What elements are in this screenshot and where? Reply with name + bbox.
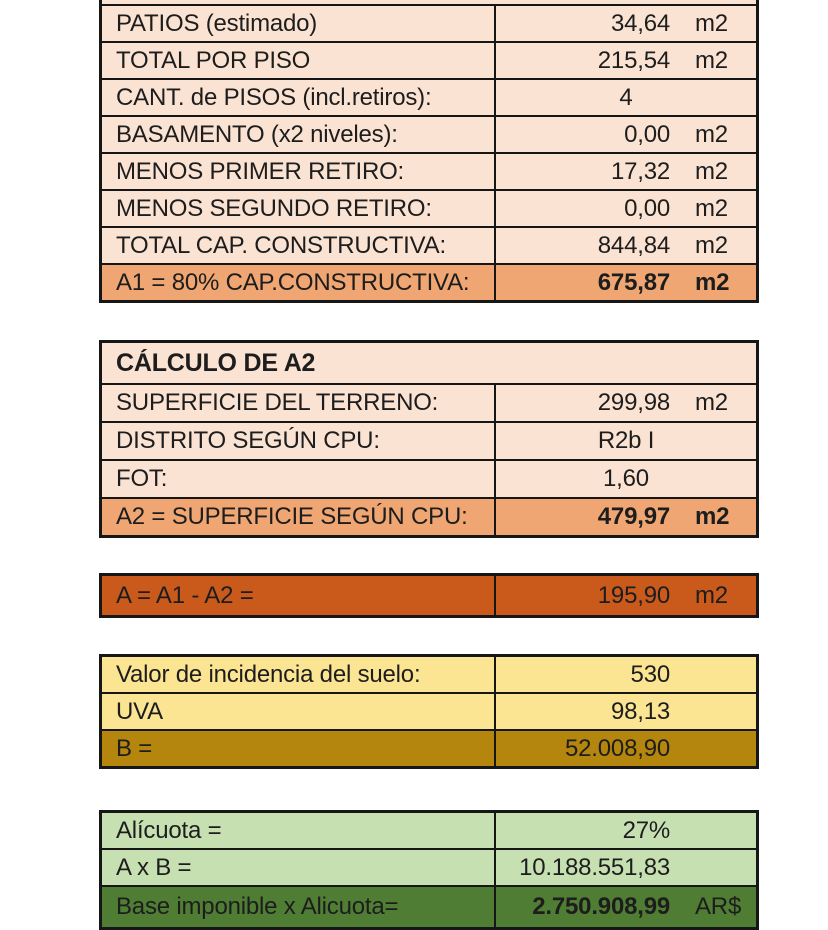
table-row [102, 78, 756, 115]
row-value: 0,00 [624, 194, 670, 222]
row-label: MENOS PRIMER RETIRO: [116, 157, 405, 185]
table-row [102, 115, 756, 152]
row-value-cell [494, 499, 756, 535]
row-value: 27% [622, 816, 670, 844]
row-value-cell [494, 850, 756, 885]
row-value: 844,84 [597, 231, 670, 259]
row-label: UVA [116, 697, 163, 725]
table-row [102, 383, 756, 421]
row-label: BASAMENTO (x2 niveles): [116, 120, 398, 148]
table-row [102, 459, 756, 497]
row-label: A2 = SUPERFICIE SEGÚN CPU: [116, 503, 468, 530]
table-row [102, 226, 756, 263]
row-value: 1,60 [603, 465, 649, 492]
row-value-cell [494, 423, 756, 459]
row-unit: m2 [695, 581, 728, 609]
row-label: FOT: [116, 465, 168, 492]
row-value-cell [494, 813, 756, 848]
calculo-a2-table [99, 340, 759, 538]
section-title: CÁLCULO DE A2 [116, 348, 316, 377]
row-value-cell [494, 6, 756, 41]
row-value: 479,97 [597, 503, 670, 530]
row-value-cell [494, 117, 756, 152]
row-unit: m2 [695, 389, 728, 416]
resultado-a-table [99, 573, 759, 618]
table-row [102, 263, 756, 300]
row-value: 299,98 [597, 389, 670, 416]
row-value-cell [494, 657, 756, 692]
row-value: 34,64 [610, 9, 670, 37]
base-imponible-table [99, 810, 759, 930]
row-label: A = A1 - A2 = [116, 581, 254, 609]
table-row [102, 813, 756, 848]
row-unit: m2 [695, 268, 730, 296]
row-value: 530 [630, 660, 670, 688]
table-row [102, 497, 756, 535]
row-value-cell [494, 43, 756, 78]
table-row [102, 41, 756, 78]
row-unit: AR$ [695, 893, 742, 920]
row-value-cell [494, 228, 756, 263]
row-label: Alícuota = [116, 816, 222, 844]
row-value-cell [494, 191, 756, 226]
table-row [102, 885, 756, 927]
row-value: 675,87 [597, 268, 670, 296]
capacidad-constructiva-table [99, 0, 759, 303]
row-label: DISTRITO SEGÚN CPU: [116, 427, 380, 454]
row-value: 17,32 [610, 157, 670, 185]
row-value: 195,90 [597, 581, 670, 609]
row-unit: m2 [695, 194, 728, 222]
row-label: B = [116, 734, 153, 762]
row-unit: m2 [695, 46, 728, 74]
row-label: PATIOS (estimado) [116, 9, 318, 37]
table-row [102, 421, 756, 459]
row-label: TOTAL CAP. CONSTRUCTIVA: [116, 231, 446, 259]
row-label: Base imponible x Alicuota= [116, 893, 399, 920]
table-row [102, 576, 756, 615]
section-header-row [102, 343, 756, 383]
table-row [102, 657, 756, 692]
table-row [102, 729, 756, 766]
row-value-cell [494, 731, 756, 766]
row-value-cell [494, 461, 756, 497]
table-row [102, 4, 756, 41]
row-unit: m2 [695, 231, 728, 259]
table-row [102, 848, 756, 885]
row-label: TOTAL POR PISO [116, 46, 311, 74]
row-value-cell [494, 385, 756, 421]
row-value: 2.750.908,99 [532, 893, 670, 920]
table-row [102, 692, 756, 729]
row-label: SUPERFICIE DEL TERRENO: [116, 389, 439, 416]
row-label: A1 = 80% CAP.CONSTRUCTIVA: [116, 268, 470, 296]
table-row [102, 152, 756, 189]
row-value: 215,54 [597, 46, 670, 74]
row-unit: m2 [695, 120, 728, 148]
row-unit: m2 [695, 503, 730, 530]
row-value-cell [494, 694, 756, 729]
row-label: CANT. de PISOS (incl.retiros): [116, 83, 432, 111]
row-value: 10.188.551,83 [519, 853, 670, 881]
table-row [102, 189, 756, 226]
row-label: Valor de incidencia del suelo: [116, 660, 421, 688]
row-value: R2b I [597, 427, 655, 454]
valor-b-table [99, 654, 759, 769]
row-value-cell [494, 887, 756, 927]
row-value: 98,13 [610, 697, 670, 725]
row-value: 4 [619, 83, 633, 111]
row-value-cell [494, 576, 756, 615]
row-unit: m2 [695, 9, 728, 37]
row-value: 0,00 [624, 120, 670, 148]
row-unit: m2 [695, 157, 728, 185]
row-value-cell [494, 80, 756, 115]
row-value-cell [494, 154, 756, 189]
row-label: MENOS SEGUNDO RETIRO: [116, 194, 432, 222]
row-label: A x B = [116, 853, 192, 881]
row-value-cell [494, 265, 756, 300]
row-value: 52.008,90 [565, 734, 670, 762]
